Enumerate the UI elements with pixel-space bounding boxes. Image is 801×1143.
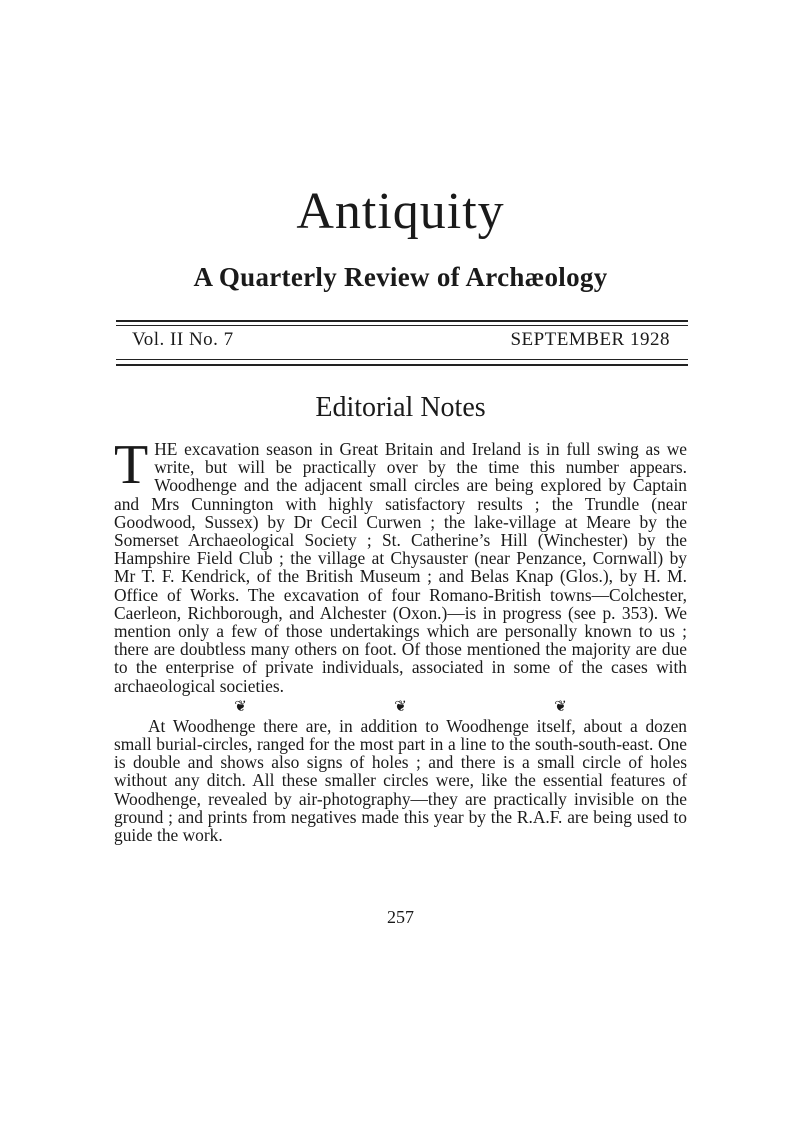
double-rule-bottom-inner — [116, 359, 688, 360]
journal-subtitle: A Quarterly Review of Archæology — [193, 262, 608, 292]
double-rule-bottom — [116, 364, 688, 366]
fleuron-icon: ❦ — [394, 698, 407, 715]
paragraph-2: At Woodhenge there are, in addition to Woodhenge itself, about a dozen small burial-circles, ranged for the most part in a line to the south-south-east. One is double and shows also signs of holes ; and there is a small circle of holes without any ditch. All these smaller circles were, like the essential features of Woodhenge, revealed by air-photography—they are practically invisible on the ground ; and prints from negatives made this year by the R.A.F. are being used to guide the work. — [114, 715, 687, 846]
issue-date: SEPTEMBER 1928 — [510, 329, 670, 350]
journal-title: Antiquity — [296, 183, 505, 240]
fleuron-icon: ❦ — [554, 698, 567, 715]
paragraph-1 — [114, 434, 687, 696]
section-title: Editorial Notes — [315, 392, 486, 423]
page-number: 257 — [387, 907, 414, 927]
fleuron-icon: ❦ — [234, 698, 247, 715]
issue-volume: Vol. II No. 7 — [132, 329, 234, 350]
double-rule-top — [116, 320, 688, 322]
double-rule-top-inner — [116, 325, 688, 326]
issue-bar — [116, 320, 688, 368]
section-divider — [231, 699, 571, 715]
paragraph-1-text: HE excavation season in Great Britain and Ireland is in full swing as we write, but will be practically over by the time this number appears. Woodhenge and the adjacent small circles are being explored by Captain and Mrs Cunnington with highly satisfactory results ; the Trundle (near Goodwood, Sussex) by Dr Cecil Curwen ; the lake-village at Meare by the Somerset Archaeological Society ; St. Catherine’s Hill (Winchester) by the Hampshire Field Club ; the village at Chysauster (near Penzance, Cornwall) by Mr T. F. Kendrick, of the British Museum ; and Belas Knap (Glos.), by H. M. Office of Works. The excavation of four Romano-British towns—Colchester, Caerleon, Richborough, and Alchester (Oxon.)—is in progress (see p. 353). We mention only a few of those undertakings which are personally known to us ; there are doubtless many others on foot. Of those mentioned the majority are due to the enterprise of private individuals, associated in some of the cases with archaeological societies. — [114, 439, 687, 696]
article-body — [114, 434, 687, 846]
drop-cap: T — [114, 434, 149, 496]
